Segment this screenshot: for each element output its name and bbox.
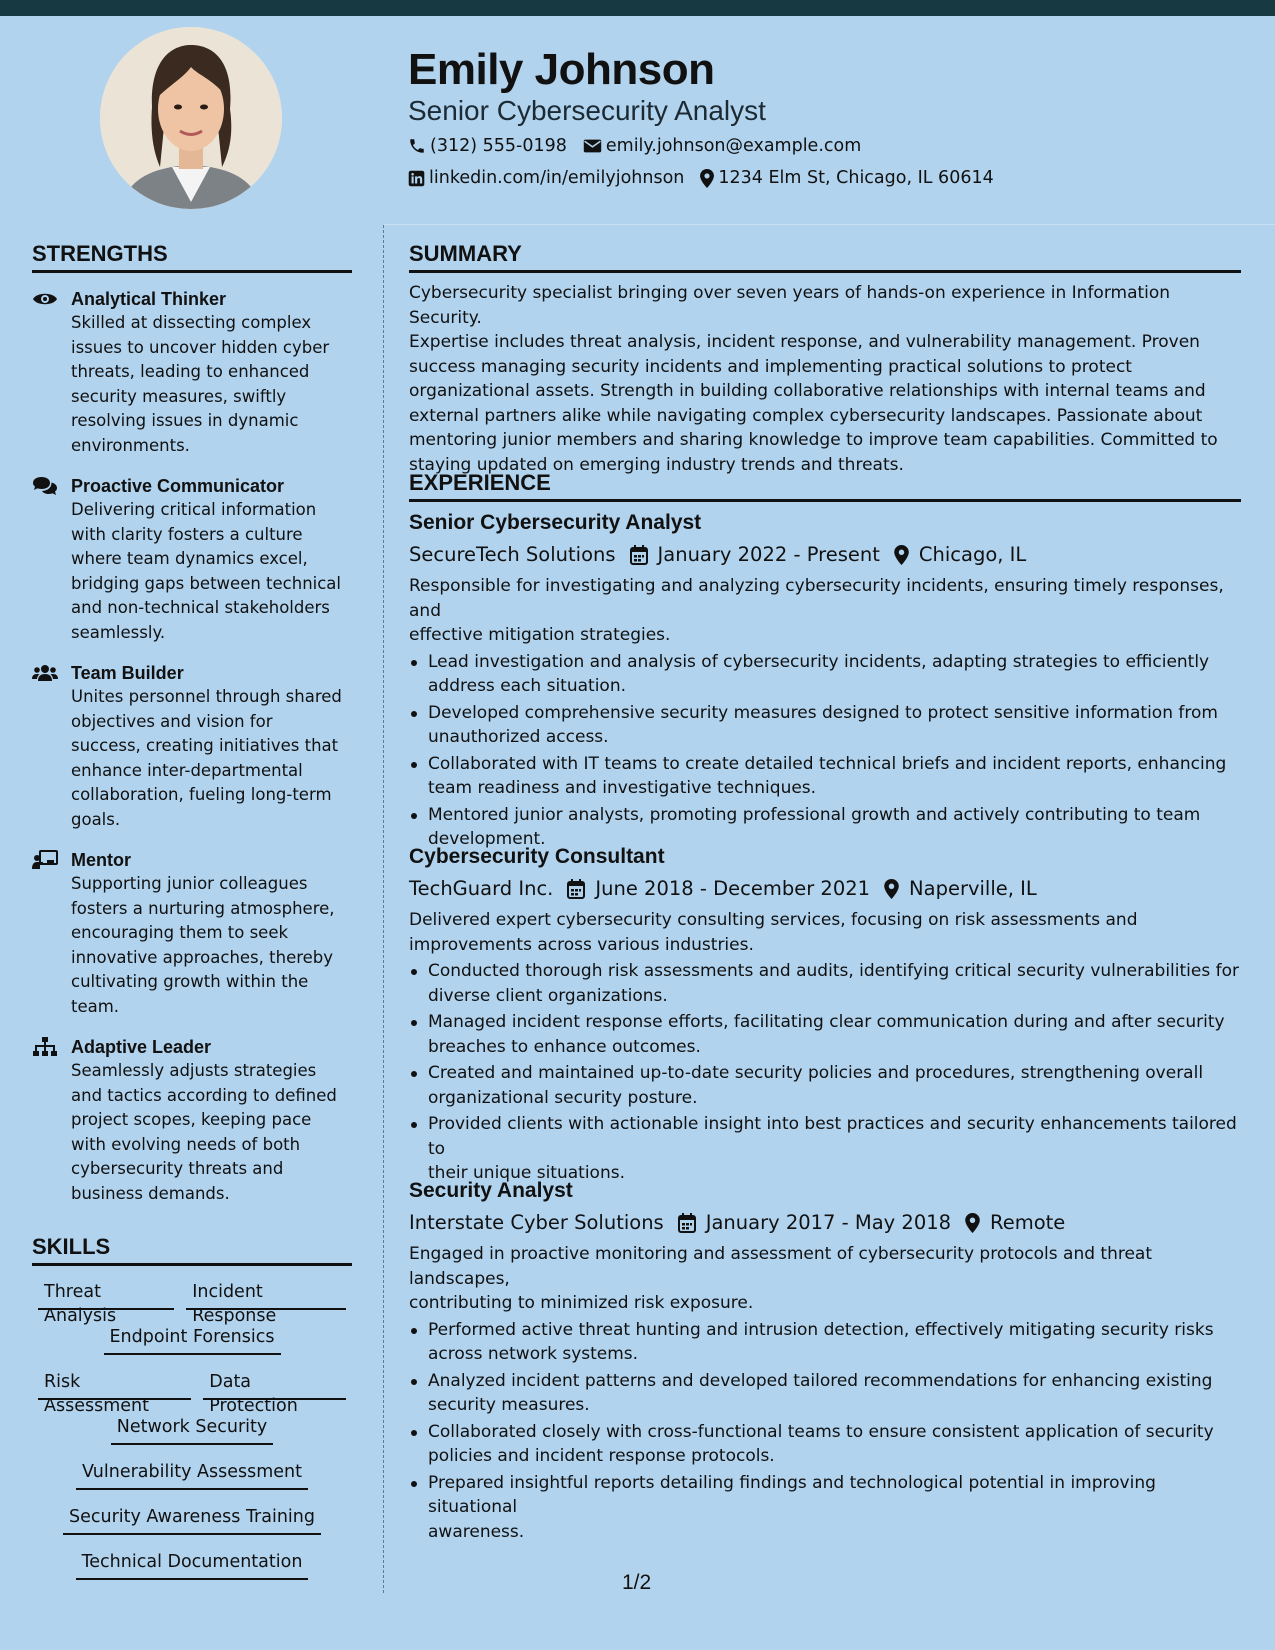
job-title: Senior Cybersecurity Analyst: [409, 511, 702, 534]
strength-description: Unites personnel through shared objectives and vision for success, creating initiatives that enhance inter-departmental collaboration, fueling long-term goals.: [71, 687, 342, 829]
column-divider: [383, 225, 384, 1593]
job-title: Security Analyst: [409, 1179, 573, 1202]
header-divider: [384, 224, 1275, 225]
strength-description: Delivering critical information with clarity fosters a culture where team dynamics excel, bridging gaps between technical and non-technical stakeholders seamlessly.: [71, 500, 342, 642]
email-contact[interactable]: [583, 135, 861, 157]
skill-tag: Threat Analysis: [38, 1280, 174, 1310]
job-bullet: Provided clients with actionable insight into best practices and security enhancements tailored to their unique situations.: [409, 1112, 1244, 1186]
calendar-icon: [567, 879, 585, 899]
job-entry: [409, 509, 1244, 854]
map-pin-icon: [965, 1213, 980, 1233]
job-bullet-list: [409, 1318, 1244, 1545]
linkedin-url: linkedin.com/in/emilyjohnson: [429, 168, 685, 188]
job-meta: [409, 540, 1244, 570]
skill-tag: Technical Documentation: [76, 1550, 309, 1580]
eye-icon: [32, 289, 58, 309]
job-dates: June 2018 - December 2021: [595, 877, 871, 900]
contact-row-2: [408, 167, 1010, 189]
strength-title: Mentor: [71, 850, 131, 870]
job-dates: January 2017 - May 2018: [705, 1211, 952, 1234]
strength-title: Proactive Communicator: [71, 476, 285, 496]
top-accent-bar: [0, 0, 1275, 16]
strength-description: Skilled at dissecting complex issues to uncover hidden cyber threats, leading to enhanced security measures, swiftly resolving issues in dynamic environments.: [71, 313, 330, 455]
skills-heading: SKILLS: [32, 1233, 352, 1266]
job-bullet-list: [409, 959, 1244, 1186]
job-bullet: Prepared insightful reports detailing findings and technological potential in improving situational awareness.: [409, 1471, 1244, 1545]
job-meta: [409, 1208, 1244, 1238]
strength-item: [32, 287, 352, 458]
strength-item: [32, 1035, 352, 1206]
job-bullet: Analyzed incident patterns and developed tailored recommendations for enhancing existing security measures.: [409, 1369, 1244, 1418]
company-name: TechGuard Inc.: [409, 877, 554, 900]
job-bullet: Collaborated closely with cross-functional teams to ensure consistent application of security policies and incident response protocols.: [409, 1420, 1244, 1469]
job-description: Engaged in proactive monitoring and assessment of cybersecurity protocols and threat landscapes, contributing to minimized risk exposure.: [409, 1244, 1153, 1313]
phone-icon: [408, 137, 426, 155]
strengths-heading: STRENGTHS: [32, 240, 352, 273]
chalkboard-teacher-icon: [32, 850, 58, 870]
strength-title: Team Builder: [71, 663, 184, 683]
calendar-icon: [630, 545, 648, 565]
strength-title: Analytical Thinker: [71, 289, 227, 309]
job-bullet: Created and maintained up-to-date security policies and procedures, strengthening overall organizational security posture.: [409, 1061, 1244, 1110]
job-bullet: Developed comprehensive security measures designed to protect sensitive information from unauthorized access.: [409, 701, 1244, 750]
address-contact: [700, 167, 993, 189]
summary-paragraph: Cybersecurity specialist bringing over seven years of hands-on experience in Information Security. Expertise includes threat analysis, incident response, and vulnerability management. Proven success managing security incidents and implementing practical solutions to protect organizational assets. Strength in building collaborative relationships with internal teams and external partners alike while navigating complex cybersecurity landscapes. Passionate about mentoring junior members and sharing knowledge to improve team capabilities. Committed to staying updated on emerging industry trends and threats.: [409, 283, 1218, 475]
map-pin-icon: [700, 169, 714, 188]
candidate-title: Senior Cybersecurity Analyst: [408, 95, 766, 126]
skill-tag: Incident Response: [186, 1280, 346, 1310]
email-address: emily.johnson@example.com: [605, 136, 862, 156]
job-entry: [409, 1177, 1244, 1546]
linkedin-contact[interactable]: [408, 167, 684, 189]
skill-tag: Security Awareness Training: [63, 1505, 321, 1535]
phone-number: (312) 555-0198: [430, 136, 567, 156]
job-bullet: Collaborated with IT teams to create detailed technical briefs and incident reports, enhancing team readiness and investigative techniques.: [409, 752, 1244, 801]
contact-row-1: [408, 135, 877, 157]
linkedin-icon: [408, 170, 425, 187]
page-number: 1/2: [622, 1571, 652, 1594]
calendar-icon: [678, 1213, 696, 1233]
skill-tag: Risk Assessment: [38, 1370, 191, 1400]
job-bullet: Conducted thorough risk assessments and audits, identifying critical security vulnerabilities for diverse client organizations.: [409, 959, 1244, 1008]
job-bullet: Managed incident response efforts, facilitating clear communication during and after security breaches to enhance outcomes.: [409, 1010, 1244, 1059]
strength-item: [32, 661, 352, 832]
summary-heading: SUMMARY: [409, 240, 1241, 273]
skill-tag: Data Protection: [203, 1370, 346, 1400]
sitemap-icon: [32, 1037, 58, 1057]
job-location: Naperville, IL: [909, 877, 1037, 900]
job-bullet: Mentored junior analysts, promoting professional growth and actively contributing to team development.: [409, 803, 1244, 852]
skill-tag: Network Security: [111, 1415, 274, 1445]
job-description: Responsible for investigating and analyzing cybersecurity incidents, ensuring timely responses, and effective mitigation strategies.: [409, 576, 1224, 645]
job-title: Cybersecurity Consultant: [409, 845, 665, 868]
strength-title: Adaptive Leader: [71, 1037, 212, 1057]
experience-heading: EXPERIENCE: [409, 469, 1241, 502]
skill-tag: Vulnerability Assessment: [76, 1460, 308, 1490]
users-icon: [32, 663, 58, 683]
strength-item: [32, 474, 352, 645]
job-meta: [409, 874, 1244, 904]
chat-bubbles-icon: [32, 476, 58, 496]
map-pin-icon: [884, 879, 899, 899]
job-bullet: Lead investigation and analysis of cybersecurity incidents, adapting strategies to efficiently address each situation.: [409, 650, 1244, 699]
skills-list: [32, 1280, 352, 1595]
job-location: Remote: [990, 1211, 1066, 1234]
job-bullet: Performed active threat hunting and intrusion detection, effectively mitigating security risks across network systems.: [409, 1318, 1244, 1367]
street-address: 1234 Elm St, Chicago, IL 60614: [718, 168, 994, 188]
strength-description: Seamlessly adjusts strategies and tactics according to defined project scopes, keeping pace with evolving needs of both cybersecurity threats and business demands.: [71, 1061, 337, 1203]
job-dates: January 2022 - Present: [657, 543, 880, 566]
envelope-icon: [583, 138, 602, 154]
phone-contact[interactable]: [408, 135, 567, 157]
job-bullet-list: [409, 650, 1244, 852]
map-pin-icon: [894, 545, 909, 565]
candidate-name: Emily Johnson: [408, 45, 715, 94]
job-location: Chicago, IL: [918, 543, 1027, 566]
company-name: Interstate Cyber Solutions: [409, 1211, 664, 1234]
strength-description: Supporting junior colleagues fosters a nurturing atmosphere, encouraging them to seek innovative approaches, thereby cultivating growth within the team.: [71, 874, 335, 1016]
job-entry: [409, 843, 1244, 1188]
profile-photo: [100, 27, 282, 209]
job-description: Delivered expert cybersecurity consulting services, focusing on risk assessments and improvements across various industries.: [409, 910, 1138, 955]
skill-tag: Endpoint Forensics: [104, 1325, 281, 1355]
company-name: SecureTech Solutions: [409, 543, 616, 566]
strength-item: [32, 848, 352, 1019]
